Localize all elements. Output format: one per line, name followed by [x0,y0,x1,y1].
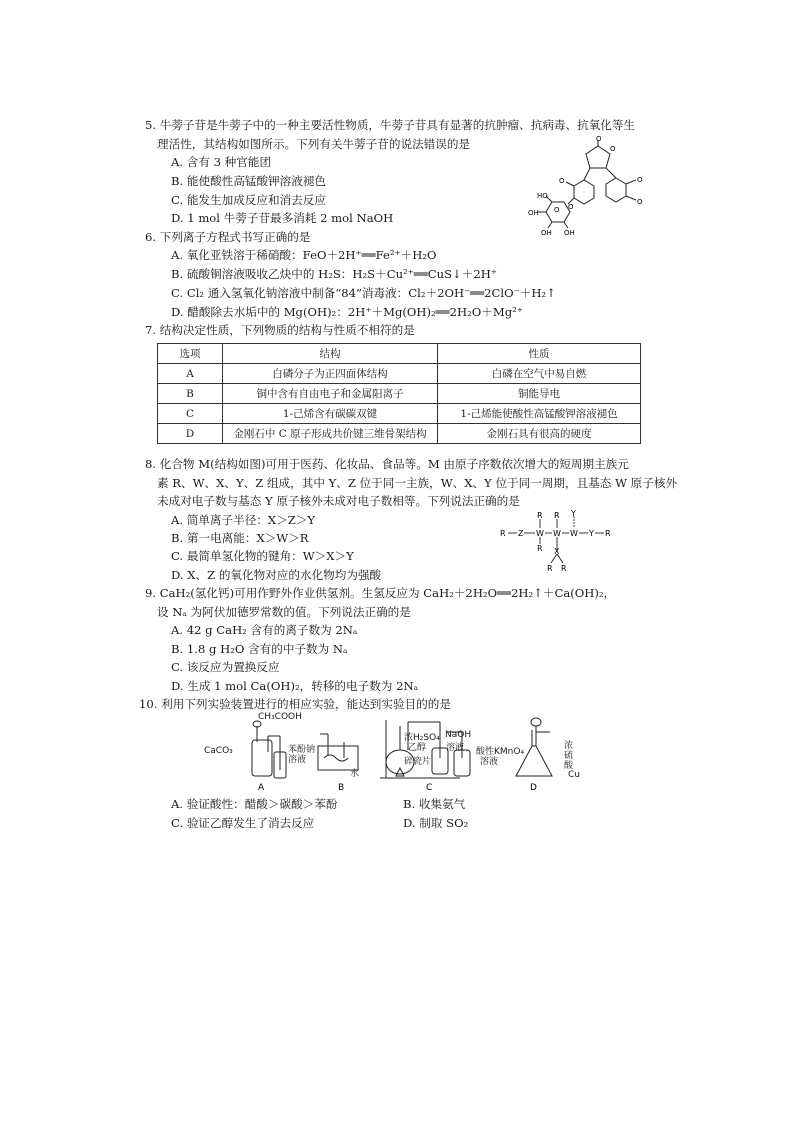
q7-stem: 7. 结构决定性质，下列物质的结构与性质不相符的是 [145,323,415,337]
q7-cell: 金刚石具有很高的硬度 [438,424,641,444]
q9-option-c: C. 该反应为置换反应 [171,660,280,674]
q5-struct-o2: O [610,145,616,153]
q7-cell: 铜能导电 [438,384,641,404]
q8-struct-atom: W [553,529,561,538]
q7-table [157,343,641,444]
q7-header-property: 性质 [438,344,641,364]
q8-struct-atom: Y [571,510,576,518]
q6-stem: 6. 下列离子方程式书写正确的是 [145,230,311,244]
q10-label-naoh: NaOH [445,730,472,740]
q5-struct-oh1: OH [528,209,539,217]
q9-stem-line2: 设 Nₐ 为阿伏加德罗常数的值。下列说法正确的是 [157,605,411,619]
q9-option-b: B. 1.8 g H₂O 含有的中子数为 Nₐ [171,642,348,656]
q10-option-c: C. 验证乙醇发生了消去反应 [171,816,315,830]
q5-option-c: C. 能发生加成反应和消去反应 [171,193,326,207]
q10-label-chips: 碎瓷片 [404,757,432,767]
q10-stem: 10. 利用下列实验装置进行的相应实验，能达到实验目的的是 [139,697,451,711]
q7-cell: C [158,404,223,424]
q7-cell: A [158,364,223,384]
q5-struct-o6: O [637,176,643,184]
q7-cell: 白磷在空气中易自燃 [438,364,641,384]
q10-label-caco3: CaCO₃ [204,746,233,756]
q8-option-c: C. 最简单氢化物的键角：W＞X＞Y [171,549,354,563]
q5-option-a: A. 含有 3 种官能团 [171,155,272,169]
q10-label-naoh-2: 溶液 [446,743,465,753]
q8-struct-atom: R [605,529,611,538]
q5-struct-o1: O [596,136,602,143]
q7-cell: 铜中含有自由电子和金属阳离子 [223,384,438,404]
q10-app-label-c: C [426,783,433,792]
q5-struct-o3: O [559,177,565,185]
q10-app-label-a: A [258,783,265,792]
q10-label-phenolate: 苯酚钠 [288,745,316,755]
q10-label-h2so4: 浓H₂SO₄ [404,733,440,743]
q8-struct-atom: R [547,564,553,572]
q10-label-phenolate-2: 溶液 [288,755,307,765]
q7-cell: B [158,384,223,404]
q10-label-conc-3: 酸 [564,761,574,771]
q7-cell: D [158,424,223,444]
q7-cell: 白磷分子为正四面体结构 [223,364,438,384]
q10-label-conc-2: 硫 [564,751,574,761]
q7-table-header-row [158,344,641,364]
q8-struct-atom: R [537,544,543,553]
q8-struct-atom: R [554,511,560,520]
q8-stem-line3: 未成对电子数与基态 Y 原子核外未成对电子数相等。下列说法正确的是 [157,494,520,508]
q6-option-b: B. 硫酸铜溶液吸收乙炔中的 H₂S：H₂S＋Cu²⁺══CuS↓＋2H⁺ [171,267,497,281]
table-row [158,384,641,404]
q9-stem-line1: 9. CaH₂(氢化钙)可用作野外作业供氢剂。生氢反应为 CaH₂＋2H₂O══2H₂↑＋Ca(OH)₂， [145,586,616,600]
q10-label-ethanol: 乙醇 [408,743,427,753]
table-row [158,404,641,424]
q6-option-c: C. Cl₂ 通入氢氧化钠溶液中制备“84”消毒液：Cl₂＋2OH⁻══2ClO⁻＋H₂↑ [171,286,556,300]
q10-option-d: D. 制取 SO₂ [403,816,469,830]
q6-option-d: D. 醋酸除去水垢中的 Mg(OH)₂：2H⁺＋Mg(OH)₂══2H₂O＋Mg²⁺ [171,305,523,319]
q8-stem-line2: 素 R、W、X、Y、Z 组成，其中 Y、Z 位于同一主族，W、X、Y 位于同一周期，且基态 W 原子核外 [157,476,678,490]
q8-struct-atom: R [561,564,567,572]
q5-option-d: D. 1 mol 牛蒡子苷最多消耗 2 mol NaOH [171,211,394,225]
q8-stem-line1: 8. 化合物 M(结构如图)可用于医药、化妆品、食品等。M 由原子序数依次增大的短周期主族元 [145,457,629,471]
q5-struct-oh3: OH [564,229,575,237]
q7-header-option: 选项 [158,344,223,364]
q8-struct-atom: Y [589,529,594,538]
q10-option-a: A. 验证酸性：醋酸＞碳酸＞苯酚 [171,797,338,811]
q5-struct-o7: O [637,198,643,206]
q10-app-label-b: B [338,783,345,792]
table-row [158,424,641,444]
q10-label-water: 水 [350,769,360,779]
q8-option-d: D. X、Z 的氧化物对应的水化物均为强酸 [171,568,382,582]
q8-struct-atom: R [537,511,543,520]
q10-option-b: B. 收集氨气 [403,797,466,811]
q8-struct-atom: W [570,529,578,538]
q5-molecule-structure [528,136,663,238]
q7-header-structure: 结构 [223,344,438,364]
q10-label-kmno4: 酸性KMnO₄ [476,747,525,757]
q8-compound-m-structure [500,510,630,572]
q5-option-b: B. 能使酸性高锰酸钾溶液褪色 [171,174,327,188]
q5-stem-line1: 5. 牛蒡子苷是牛蒡子中的一种主要活性物质，牛蒡子苷具有显著的抗肿瘤、抗病毒、抗氧化等生 [145,118,636,132]
q8-struct-atom: Z [518,529,524,538]
q10-app-label-d: D [530,783,537,792]
q5-struct-o4: O [568,203,574,211]
q10-label-ch3cooh: CH₃COOH [258,712,302,722]
q7-cell: 1-己烯含有碳碳双键 [223,404,438,424]
q10-label-conc: 浓 [564,741,574,751]
q10-label-cu: Cu [568,770,580,780]
table-row [158,364,641,384]
q10-label-kmno4-2: 溶液 [480,757,499,767]
q5-struct-oh2: OH [541,229,552,237]
q7-cell: 金刚石中 C 原子形成共价键三维骨架结构 [223,424,438,444]
q7-cell: 1-己烯能使酸性高锰酸钾溶液褪色 [438,404,641,424]
q8-struct-atom: W [536,529,544,538]
q9-option-d: D. 生成 1 mol Ca(OH)₂，转移的电子数为 2Nₐ [171,679,419,693]
q5-struct-ho: HO [537,192,548,200]
q6-option-a: A. 氧化亚铁溶于稀硝酸：FeO＋2H⁺══Fe²⁺＋H₂O [171,248,437,262]
q8-option-b: B. 第一电离能：X＞W＞R [171,531,309,545]
q5-struct-o5: O [554,206,560,214]
q8-struct-atom: R [500,529,506,538]
q5-stem-line2: 理活性，其结构如图所示。下列有关牛蒡子苷的说法错误的是 [157,137,471,151]
q8-struct-atom: X [554,547,560,556]
q8-option-a: A. 简单离子半径：X＞Z＞Y [171,513,316,527]
q9-option-a: A. 42 g CaH₂ 含有的离子数为 2Nₐ [171,623,358,637]
